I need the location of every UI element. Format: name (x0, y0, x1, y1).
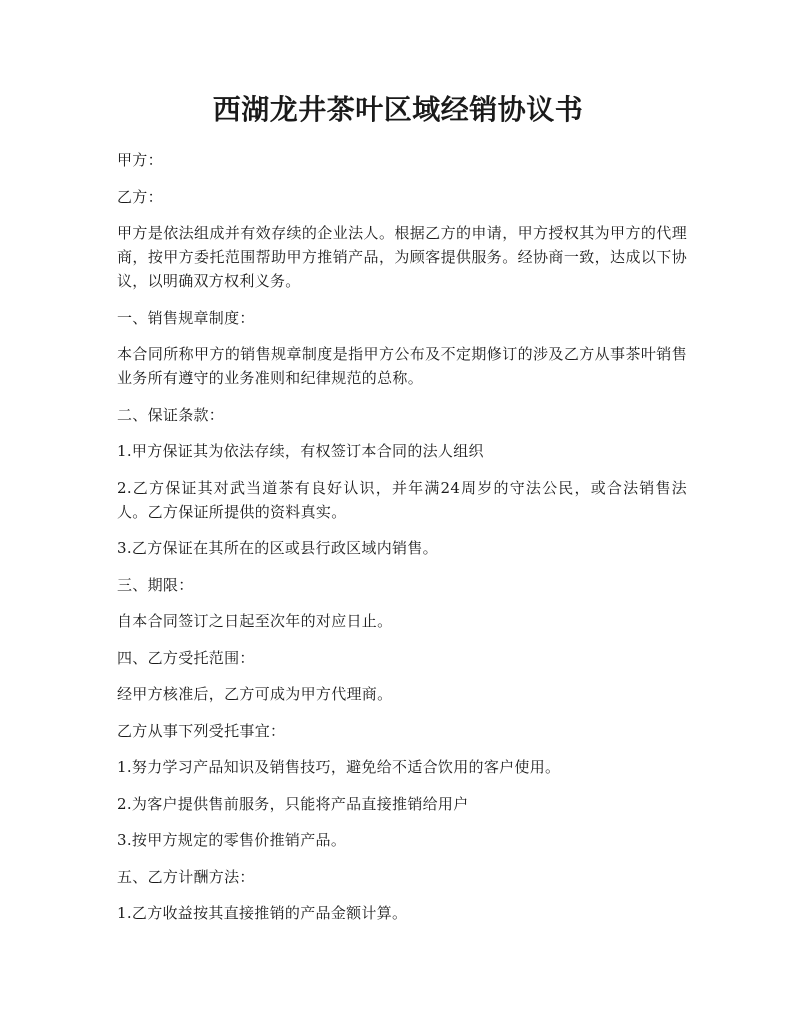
party-b-line: 乙方： (117, 187, 163, 206)
compensation-item-1: 1.乙方收益按其直接推销的产品金额计算。 (117, 904, 408, 922)
document-title: 西湖龙井茶叶区域经销协议书 (212, 93, 584, 126)
scope-item-1: 1.努力学习产品知识及销售技巧，避免给不适合饮用的客户使用。 (117, 758, 561, 776)
party-a-line: 甲方： (117, 151, 163, 169)
scope-paragraph: 经甲方核准后，乙方可成为甲方代理商。 (117, 685, 393, 703)
guarantee-item-2: 2.乙方保证其对武当道茶有良好认识，并年满24周岁的守法公民，或合法销售法人。乙方保证所提供的资料真实。 (117, 478, 687, 521)
section-heading-term: 三、期限： (117, 575, 194, 594)
section-heading-compensation: 五、乙方计酬方法： (117, 867, 255, 886)
preamble-paragraph: 甲方是依法组成并有效存续的企业法人。根据乙方的申请，甲方授权其为甲方的代理商，按甲方委托范围帮助甲方推销产品，为顾客提供服务。经协商一致，达成以下协议，以明确双方权利义务。 (117, 224, 687, 290)
scope-item-2: 2.为客户提供售前服务，只能将产品直接推销给用户 (117, 794, 469, 813)
section-heading-guarantees: 二、保证条款： (117, 405, 225, 424)
sales-rules-paragraph: 本合同所称甲方的销售规章制度是指甲方公布及不定期修订的涉及乙方从事茶叶销售业务所有遵守的业务准则和纪律规范的总称。 (117, 345, 687, 387)
section-heading-scope: 四、乙方受托范围： (117, 648, 255, 667)
guarantee-item-1: 1.甲方保证其为依法存续，有权签订本合同的法人组织 (117, 442, 484, 460)
scope-item-3: 3.按甲方规定的零售价推销产品。 (117, 831, 347, 849)
scope-subheading: 乙方从事下列受托事宜： (117, 721, 286, 740)
section-heading-sales-rules: 一、销售规章制度： (117, 308, 255, 327)
guarantee-item-3: 3.乙方保证在其所在的区或县行政区域内销售。 (117, 539, 438, 557)
document-body (117, 148, 687, 938)
term-paragraph: 自本合同签订之日起至次年的对应日止。 (117, 612, 393, 630)
